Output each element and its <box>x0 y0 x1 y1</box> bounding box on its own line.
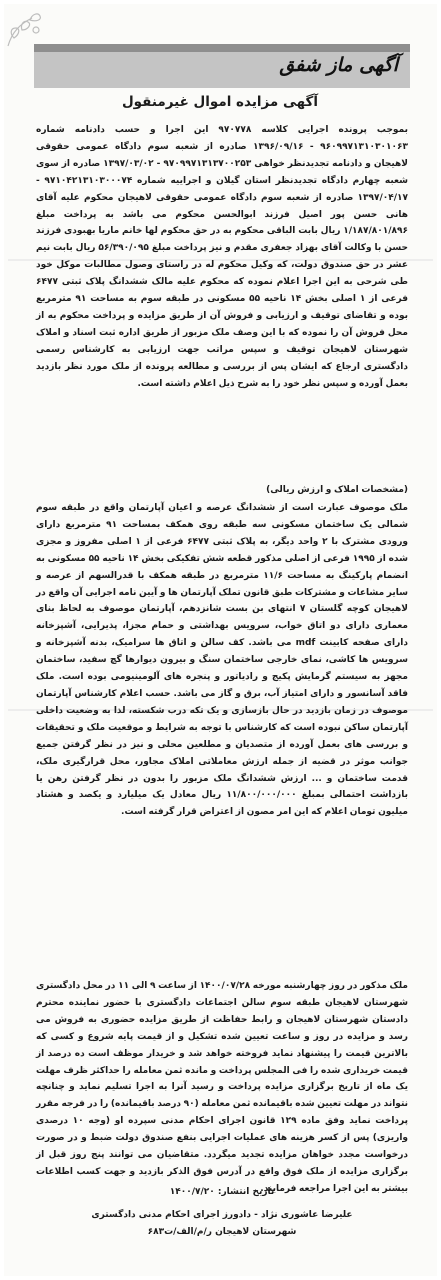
section-heading: (مشخصات املاک و ارزش ریالی) <box>266 485 408 495</box>
newspaper-header-banner <box>34 44 410 88</box>
auction-terms-paragraph: ملک مذکور در روز چهارشنبه مورخه ۱۴۰۰/۰۷/۲۸ از ساعت ۹ الی ۱۱ در محل دادگستری شهرستان لاهیجان طبقه سوم سالن اجتماعات دادگستری با حضور نماینده محترم دادستان شهرستان لاهیجان و رابط حفاظت از طریق مزایده حضوری به فروش می رسد و مزایده در روز و ساعت تعیین شده تشکیل و از قیمت پایه شروع و کسی که بالاترین قیمت را پیشنهاد نماید فروخته خواهد شد و خریدار موظف است ده درصد از قیمت خریداری شده را فی المجلس پرداخت و مانده ثمن معامله را حداکثر ظرف مهلت یک ماه از تاریخ برگزاری مزایده پرداخت و رسید آنرا به اجرا تسلیم نماید و چنانچه نتواند در مهلت تعیین شده باقیمانده ثمن معامله (۹۰ درصد باقیمانده) را در فرجه مقرر پرداخت نماید وفق ماده ۱۲۹ قانون اجرای احکام مدنی سپرده او (وجه ۱۰ درصدی واریزی) پس از کسر هزینه های عملیات اجرایی بنفع صندوق دولت ضبط و در صورت درخواست مجدد خواهان مزایده تجدید میگردد. متقاضیان می توانند پنج روز قبل از برگزاری مزایده از ملک فوق واقع در آدرس فوق الذکر بازدید و جهت کسب اطلاعات بیشتر به این اجرا مراجعه فرمایند. <box>36 981 409 1194</box>
header-top-strip <box>34 44 410 52</box>
notice-title: آگهی مزایده اموال غیرمنقول <box>121 94 319 110</box>
publish-date: تاریخ انتشار: ۱۴۰۰/۷/۲۰ <box>169 1187 275 1197</box>
signer-reference: شهرستان لاهیجان ر/م/الف/ت۶۸۳ <box>147 1227 297 1237</box>
signer-line: علیرضا عاشوری نژاد - دادورز اجرای احکام مدنی دادگستری <box>91 1210 353 1220</box>
property-description-paragraph: ملک موصوف عبارت است از ششدانگ عرصه و اعیان آپارتمان واقع در طبقه سوم شمالی یک ساختمان مسکونی سه طبقه روی همکف بمساحت ۹۱ مترمربع دارای ورودی مشترک با ۲ واحد دیگر، به پلاک ثبتی ۶۴۷۷ فرعی از ۱ اصلی مفروز و مجزی شده از ۱۹۹۵ فرعی از اصلی مذکور قطعه شش تفکیکی بخش ۱۴ ناحیه ۵۵ مسکونی به انضمام پارکینگ به مساحت ۱۱/۶ مترمربع در طبقه همکف با قدرالسهم از عرصه و سایر مشاعات و مشترکات طبق قانون تملک آپارتمان ها و آیین نامه اجرایی آن واقع در لاهیجان کوچه گلستان ۷ انتهای بن بست شانزدهم، آپارتمان موصوف به لحاظ بنای معماری دارای دو اتاق خواب، سرویس بهداشتی و حمام مجزا، پذیرایی، آشپزخانه دارای صفحه کابینت mdf می باشد. کف سالن و اتاق ها سرامیک، بدنه آشپزخانه و سرویس ها کاشی، نمای خارجی ساختمان سنگ و بیرون دیوارها گچ سفید، ساختمان مجهز به سیستم گرمایش پکیج و رادیاتور و پنجره های آلومینیومی بوده است. ملک فاقد آسانسور و دارای امتیاز آب، برق و گاز می باشد. حسب اعلام کارشناس آپارتمان موصوف در زمان بازدید در حال بازسازی و یک تکه درب شکسته، لذا به وضعیت داخلی آپارتمان ساکن نبوده است که کارشناس با توجه به شرایط و موقعیت ملک و تحقیقات و بررسی های بعمل آورده از متصدیان و مطلعین محلی و نیز در نظر گرفتن جمیع جوانب موثر در قضیه از جمله ارزش معاملاتی املاک مجاور، محل قرارگیری ملک، قدمت ساختمان و ... ارزش ششدانگ ملک مزبور را بدون در نظر گرفتن رهن یا بازداشت احتمالی بمبلغ ۱۱/۸۰۰/۰۰۰/۰۰۰ ریال معادل یک میلیارد و یکصد و هشتاد میلیون تومان اعلام که این امر مصون از اعتراض قرار گرفته است. <box>36 503 408 818</box>
signature-block <box>36 1207 408 1241</box>
newspaper-brand-title: آگهی ماز شفق <box>279 54 398 76</box>
notice-intro-paragraph: بموجب پرونده اجرایی کلاسه ۹۷۰۷۷۸ این اجرا و حسب دادنامه شماره ۹۶۰۹۹۷۱۳۱۰۳۰۱۰۶۳ - ۱۳۹۶/۰۹/۱۶ صادره از شعبه سوم دادگاه عمومی حقوقی لاهیجان و دادنامه تجدیدنظر خواهی ۹۷۰۹۹۷۱۳۱۳۷۰۰۲۵۳ - ۱۳۹۷/۰۳/۰۲ صادره از سوی شعبه چهارم دادگاه تجدیدنظر استان گیلان و اجراییه شماره ۹۷۱۰۴۲۱۳۱۰۳۰۰۰۷۴ - ۱۳۹۷/۰۴/۱۷ صادره از شعبه سوم دادگاه عمومی حقوقی لاهیجان محکوم علیه آقای هانی حسن پور اصیل فرزند ابوالحسن محکوم می باشد به پرداخت مبلغ ۱/۱۸۷/۸۰۱/۸۹۶ ریال بابت الباقی محکوم به در حق محکوم لها خانم ماریا بهبودی فرزند حسن با وکالت آقای بهزاد جعفری مقدم و نیز پرداخت مبلغ ۵۶/۳۹۰/۰۹۵ ریال بابت نیم عشر در حق صندوق دولت، که وکیل محکوم له در راستای وصول مطالبات موکل خود طی شرحی به این اجرا اعلام نموده که محکوم علیه مالک ششدانگ پلاک ثبتی ۶۴۷۷ فرعی از ۱ اصلی بخش ۱۴ ناحیه ۵۵ مسکونی در طبقه سوم به مساحت ۹۱ مترمربع بوده و تقاضای توقیف و ارزیابی و فروش آن از طریق مزایده و پرداخت محکوم به از محل فروش آن را نموده که با این وصف ملک مزبور از طریق اداره ثبت اسناد و املاک شهرستان لاهیجان توقیف و سپس مراتب جهت ارزیابی به کارشناس رسمی دادگستری ارجاع که ایشان پس از بررسی و مطالعه پرونده از ملک مورد نظر بازدید بعمل آورده و سپس نظر خود را به شرح ذیل اعلام داشته است. <box>36 125 408 389</box>
